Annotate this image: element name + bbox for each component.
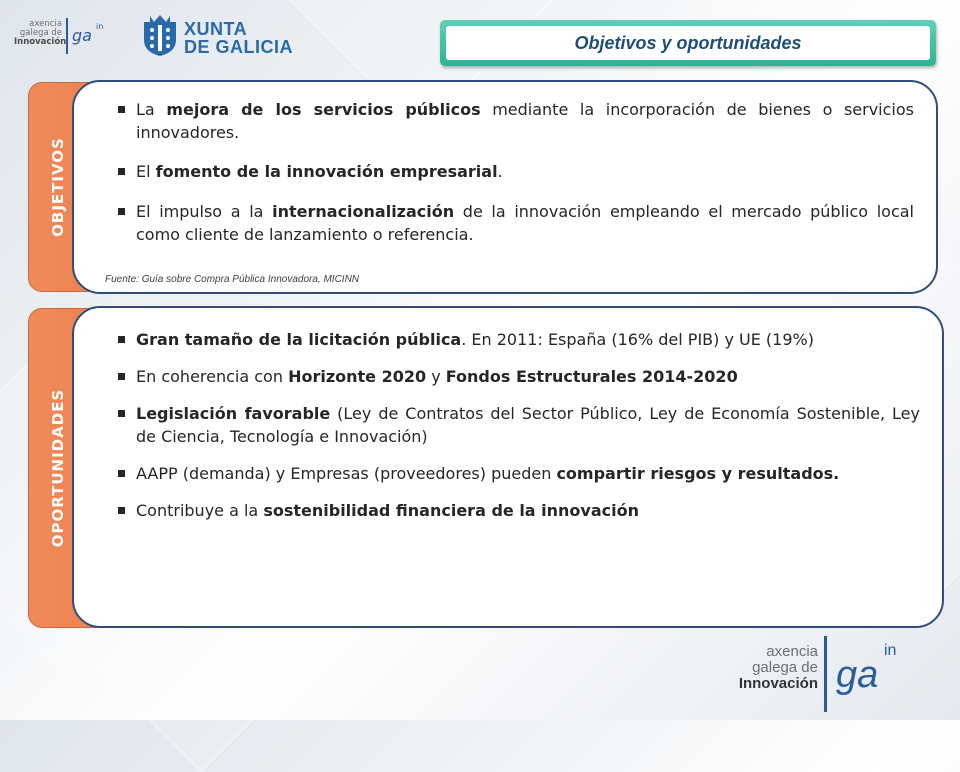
bullet-icon [118, 336, 125, 343]
xunta-logo [140, 14, 300, 58]
logo-sup: in [96, 22, 104, 31]
footer-logo-line1: axencia [766, 643, 818, 660]
logo-divider [66, 18, 68, 54]
oportunidades-panel [72, 306, 944, 628]
bullet-icon [118, 410, 125, 417]
logo-line1: axencia [29, 19, 62, 29]
galicia-crest-icon [140, 14, 180, 58]
logo-line2: galega de [19, 28, 62, 38]
list-item: El impulso a la internacionalización de la innovación empleando el mercado público local como cliente de lanzamiento o referencia. [118, 200, 914, 246]
gain-logo-footer [726, 636, 936, 714]
logo-line3: Innovación [14, 37, 67, 47]
bullet-icon [118, 373, 125, 380]
footer-logo-divider [824, 636, 827, 712]
bullet-icon [118, 507, 125, 514]
xunta-line1: XUNTA [184, 19, 248, 39]
bullet-icon [118, 168, 125, 175]
bullet-icon [118, 106, 125, 113]
bullet-icon [118, 208, 125, 215]
gain-logo-header [14, 18, 122, 54]
list-item: Gran tamaño de la licitación pública. En 2011: España (16% del PIB) y UE (19%) [118, 328, 920, 351]
footer-logo-line2: galega de [752, 659, 818, 676]
list-item: AAPP (demanda) y Empresas (proveedores) pueden compartir riesgos y resultados. [118, 462, 920, 485]
xunta-line2: DE GALICIA [184, 37, 294, 57]
list-item: El fomento de la innovación empresarial. [118, 160, 914, 183]
bullet-icon [118, 470, 125, 477]
oportunidades-list [118, 328, 920, 522]
objetivos-list [118, 98, 914, 246]
logo-mark: ga [72, 26, 92, 45]
source-note: Fuente: Guía sobre Compra Pública Innovadora, MICINN [105, 274, 360, 285]
objetivos-tab-label: OBJETIVOS [49, 137, 67, 237]
footer-logo-mark: ga [836, 654, 879, 696]
objetivos-panel [72, 80, 938, 294]
title-banner [440, 20, 936, 66]
list-item: La mejora de los servicios públicos mediante la incorporación de bienes o servicios innovadores. [118, 98, 914, 144]
list-item: En coherencia con Horizonte 2020 y Fondos Estructurales 2014-2020 [118, 365, 920, 388]
page-title: Objetivos y oportunidades [574, 32, 802, 53]
footer-logo-sup: in [884, 642, 897, 659]
list-item: Contribuye a la sostenibilidad financiera de la innovación [118, 499, 920, 522]
list-item: Legislación favorable (Ley de Contratos del Sector Público, Ley de Economía Sostenible, Ley de Ciencia, Tecnología e Innovación) [118, 402, 920, 448]
footer-logo-line3: Innovación [738, 675, 818, 692]
oportunidades-tab-label: OPORTUNIDADES [49, 388, 67, 548]
